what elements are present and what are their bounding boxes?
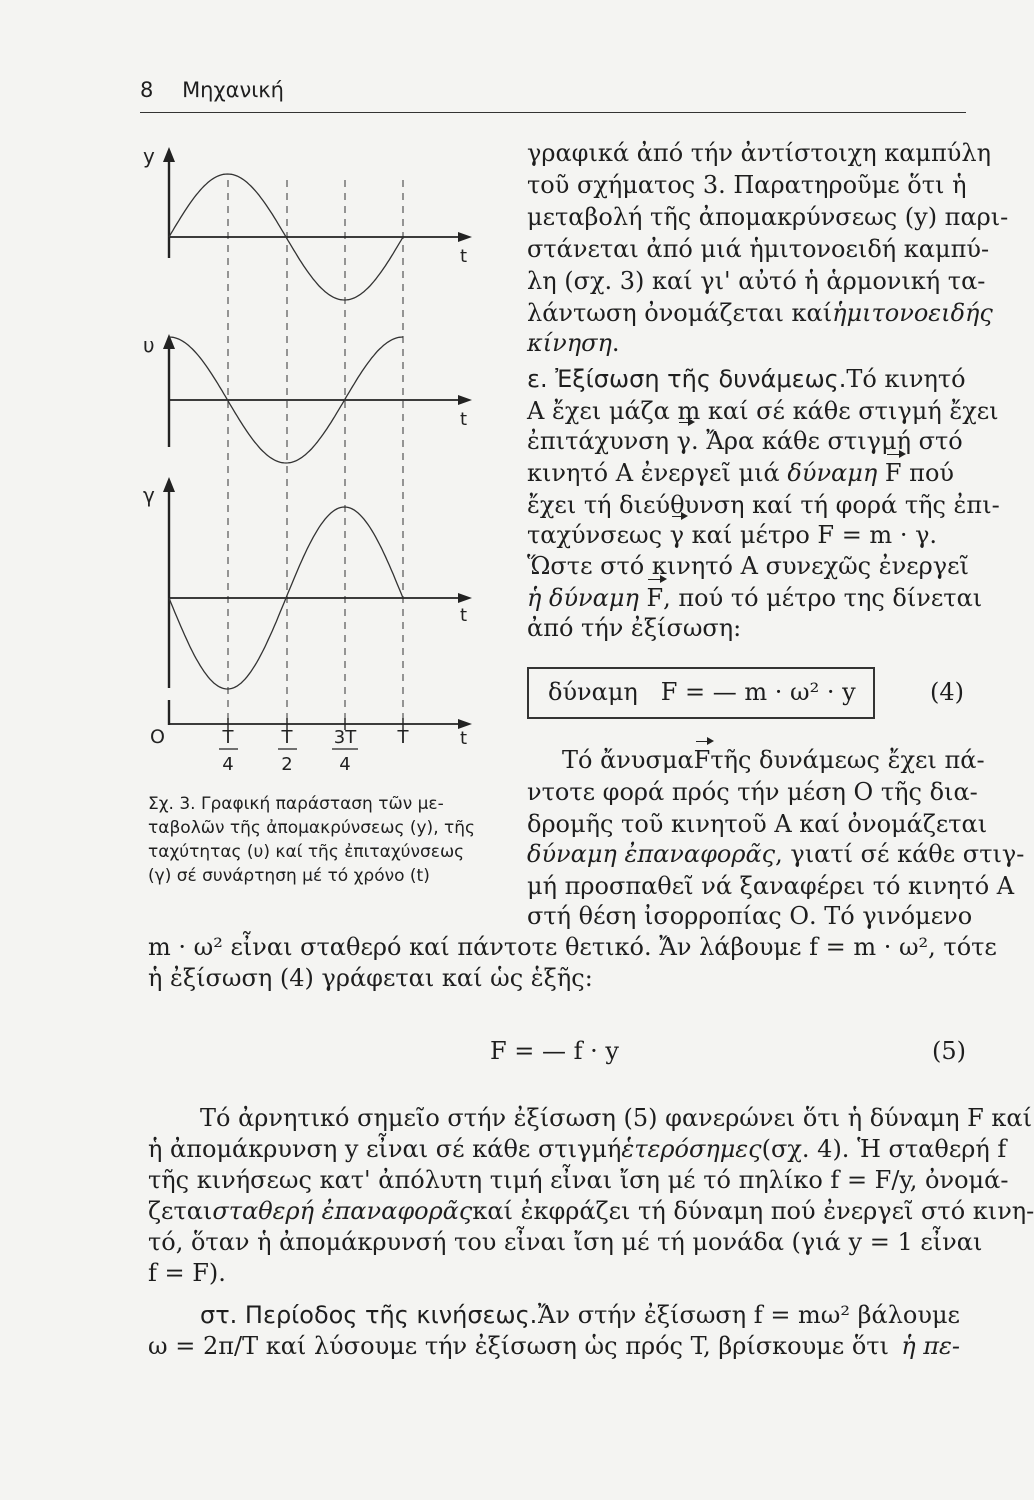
caption-line-4: (γ) σέ συνάρτηση μέ τό χρόνο (t) xyxy=(148,866,430,886)
origin-label: O xyxy=(150,726,165,748)
p3-line-6: στή θέση ἰσορροπίας Ο. Τό γινόμενο xyxy=(527,902,973,930)
caption-line-2: ταβολῶν τῆς ἀπομακρύνσεως (y), τῆς xyxy=(148,818,475,838)
p4-l2a: ἡ ἀπομάκρυνση y εἶναι σέ κάθε στιγμή xyxy=(148,1135,622,1163)
tick-label-den-2: 4 xyxy=(339,754,351,775)
tick-label-num-3: T xyxy=(397,727,409,748)
figure-3 xyxy=(140,135,490,785)
equation-5: F = — f · y xyxy=(490,1037,619,1065)
v-time-label: t xyxy=(460,409,468,430)
p4-line-5: τό, ὅταν ἡ ἀπομάκρυνσή του εἶναι ἴση μέ τή μονάδα (γιά y = 1 εἶναι xyxy=(148,1228,983,1256)
p2-heading: ε. Ἐξίσωση τῆς δυνάμεως. xyxy=(527,365,847,393)
term-restoring-force: δύναμη ἐπαναφορᾶς xyxy=(527,840,776,868)
page-header xyxy=(140,78,284,102)
fw-line-2: ἡ ἐξίσωση (4) γράφεται καί ὡς ἑξῆς: xyxy=(148,964,593,992)
vector-F: F xyxy=(884,459,902,487)
p5-term: ἡ πε- xyxy=(901,1332,960,1360)
term-sinusoidal: ἡμιτονοειδής xyxy=(832,299,993,327)
p2-line-9: ἀπό τήν ἐξίσωση: xyxy=(527,614,742,642)
vector-gamma-2: γ xyxy=(669,521,685,549)
p2-line-3 xyxy=(527,426,963,456)
p4-l2b: (σχ. 4). Ἡ σταθερή f xyxy=(761,1135,1007,1163)
y-axis-label: y xyxy=(143,144,155,168)
period-guides xyxy=(228,180,403,725)
p3-line-3: δρομῆς τοῦ κινητοῦ Α καί ὀνομάζεται xyxy=(527,810,988,838)
vector-F-3: F xyxy=(693,746,711,774)
p4-line-4 xyxy=(148,1196,1034,1226)
p1-line-2: τοῦ σχήματος 3. Παρατηροῦμε ὅτι ἡ xyxy=(527,171,967,199)
p2-line-8 xyxy=(527,583,982,613)
p1-line-7 xyxy=(527,328,620,358)
tick-label-num-1: T xyxy=(281,727,293,748)
p3-l4b: , γιατί σέ κάθε στιγ- xyxy=(775,840,1025,868)
vector-gamma: γ xyxy=(676,427,692,455)
p2-l3b: . Ἄρα κάθε στιγμή στό xyxy=(691,427,963,455)
tick-label-num-2: 3T xyxy=(333,727,357,748)
p1-line-5: λη (σχ. 3) καί γι' αὐτό ἡ ἁρμονική τα- xyxy=(527,267,986,295)
p4-line-2 xyxy=(148,1134,1007,1164)
y-axis-arrow xyxy=(163,147,175,162)
v-axis-arrow xyxy=(163,334,175,349)
v-axis-label: υ xyxy=(143,333,155,357)
tick-label-num-0: T xyxy=(222,727,234,748)
caption-line-1: Σχ. 3. Γραφική παράσταση τῶν με- xyxy=(148,794,444,814)
p4-l4a: ζεται xyxy=(148,1197,213,1225)
time-axis-label: t xyxy=(460,728,468,749)
caption-line-3: ταχύτητας (υ) καί τῆς ἐπιταχύνσεως xyxy=(148,842,465,862)
p3-line-1 xyxy=(562,745,985,775)
p2-l6b: καί μέτρο F = m · γ. xyxy=(691,521,938,549)
tick-label-den-0: 4 xyxy=(222,754,234,775)
p4-line-3: τῆς κινήσεως κατ' ἀπόλυτη τιμή εἶναι ἴση μέ τό πηλίκο f = F/y, ὀνομά- xyxy=(148,1166,1009,1194)
p5-l2a: ω = 2π/T καί λύσουμε τήν ἐξίσωση ὡς πρός T, βρίσκουμε ὅτι xyxy=(148,1332,889,1360)
p1-line-3: μεταβολή τῆς ἀπομακρύνσεως (y) παρι- xyxy=(527,203,1009,231)
p4-l4b: καί ἐκφράζει τή δύναμη πού ἐνεργεῖ στό κινη- xyxy=(472,1197,1034,1225)
page-number: 8 xyxy=(140,78,154,102)
a-axis-arrow xyxy=(163,477,175,492)
p2-line-4 xyxy=(527,458,954,488)
tick-label-den-1: 2 xyxy=(281,754,293,775)
p3-l1b: τῆς δυνάμεως ἔχει πά- xyxy=(710,746,985,774)
p2-l4a: κινητό Α ἐνεργεῖ μιά xyxy=(527,459,780,487)
p1-line-6 xyxy=(527,298,993,328)
p1-line-1: γραφικά ἀπό τήν ἀντίστοιχη καμπύλη xyxy=(527,139,991,167)
p2-line-2: Α ἔχει μάζα m καί σέ κάθε στιγμή ἔχει xyxy=(527,397,999,425)
term-the-force: ἡ δύναμη xyxy=(527,584,639,612)
p5-line-2 xyxy=(148,1331,960,1361)
vector-F-2: F xyxy=(646,584,664,612)
p2-line-5: ἔχει τή διεύθυνση καί τή φορά τῆς ἐπι- xyxy=(527,491,1000,519)
equation-4-number: (4) xyxy=(930,678,964,706)
p2-l8b: , πού τό μέτρο της δίνεται xyxy=(663,584,983,612)
term-force: δύναμη xyxy=(787,459,878,487)
p2-l4b: πού xyxy=(909,459,954,487)
p2-line-6 xyxy=(527,520,937,550)
equation-5-number: (5) xyxy=(932,1037,966,1065)
y-time-label: t xyxy=(460,246,468,267)
p3-line-4 xyxy=(527,839,1025,869)
p5-heading: στ. Περίοδος τῆς κινήσεως. xyxy=(200,1301,538,1329)
term-restoring-constant: σταθερή ἐπαναφορᾶς xyxy=(212,1197,473,1225)
section-title: Μηχανική xyxy=(182,78,284,102)
p2-line-1-rest: Τό κινητό xyxy=(846,365,966,393)
p3-l1a: Τό ἄνυσμα xyxy=(562,746,694,774)
p5-l1-rest: Ἄν στήν ἐξίσωση f = mω² βάλουμε xyxy=(537,1301,960,1329)
p3-line-2: ντοτε φορά πρός τήν μέση Ο τῆς δια- xyxy=(527,778,978,806)
header-rule xyxy=(140,112,966,113)
p2-line-7: Ὥστε στό κινητό Α συνεχῶς ἐνεργεῖ xyxy=(527,552,969,580)
p5-line-1 xyxy=(200,1300,960,1330)
term-opposite-signs: ἑτερόσημες xyxy=(621,1135,762,1163)
p2-l6a: ταχύνσεως xyxy=(527,521,663,549)
p3-line-5: μή προσπαθεῖ νά ξαναφέρει τό κινητό Α xyxy=(527,872,1015,900)
p1-line-4: στάνεται ἀπό μιά ἡμιτονοειδή καμπύ- xyxy=(527,235,990,263)
fw-line-1: m · ω² εἶναι σταθερό καί πάντοτε θετικό. Ἄν λάβουμε f = m · ω², τότε xyxy=(148,933,997,961)
p1-line-6-text: λάντωση ὀνομάζεται καί xyxy=(527,299,833,327)
equation-4: δύναμη F = — m · ω² · y xyxy=(548,678,856,706)
a-time-label: t xyxy=(460,605,468,626)
p1-end: . xyxy=(611,329,620,357)
p4-line-6: f = F). xyxy=(148,1259,226,1287)
p2-l3a: ἐπιτάχυνση xyxy=(527,427,670,455)
term-motion: κίνηση xyxy=(527,329,612,357)
p2-line-1 xyxy=(527,364,966,394)
p4-line-1: Τό ἀρνητικό σημεῖο στήν ἐξίσωση (5) φανερώνει ὅτι ἡ δύναμη F καί xyxy=(200,1104,1033,1132)
a-axis-label: γ xyxy=(143,483,155,507)
